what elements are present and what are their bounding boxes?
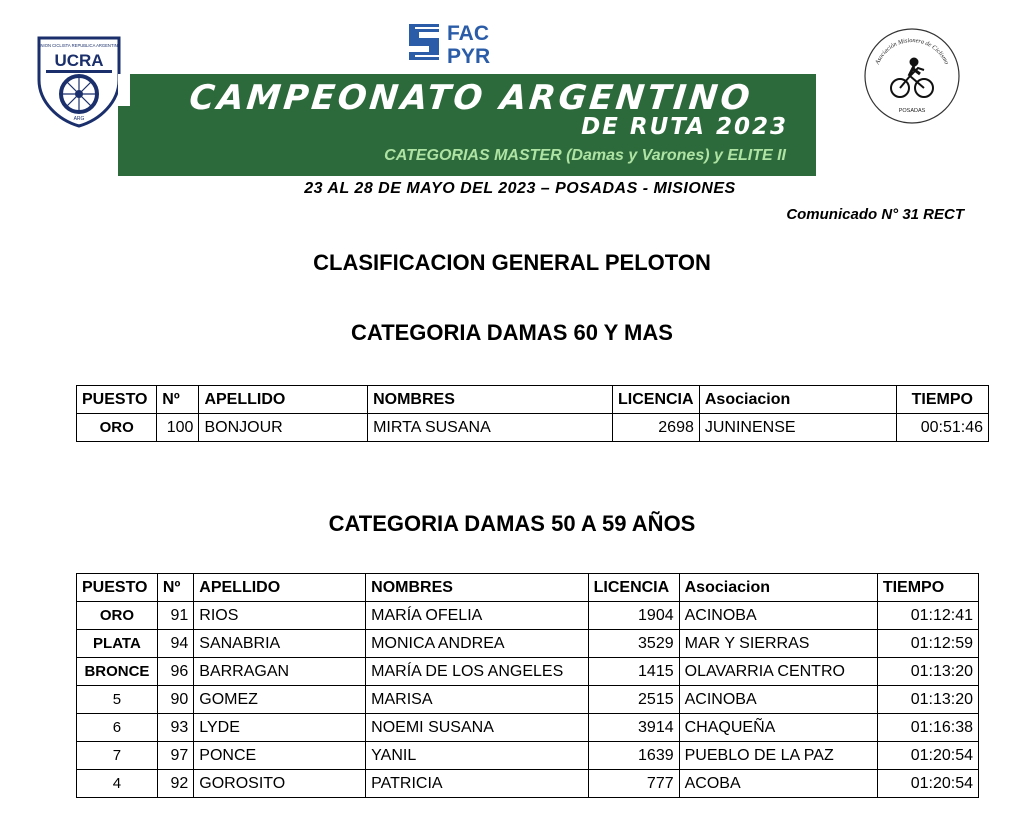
cell-nombres: NOEMI SUSANA [366, 714, 588, 742]
col-header-puesto: PUESTO [77, 574, 158, 602]
club-ring-text: Asociación Misionera de Ciclismo [873, 36, 951, 66]
pyr-text: PYR [447, 45, 491, 66]
cell-puesto: BRONCE [77, 658, 158, 686]
event-banner [118, 74, 816, 176]
cell-licencia: 2515 [588, 686, 679, 714]
cell-numero: 92 [157, 770, 193, 798]
results-table-damas-60 [76, 385, 989, 442]
fac-pyr-logo [405, 18, 530, 66]
col-header-nombres: NOMBRES [366, 574, 588, 602]
cell-puesto: 4 [77, 770, 158, 798]
table-row [77, 602, 979, 630]
category-title-damas-50-59: CATEGORIA DAMAS 50 A 59 AÑOS [328, 511, 696, 536]
cell-asociacion: OLAVARRIA CENTRO [679, 658, 877, 686]
cell-asociacion: PUEBLO DE LA PAZ [679, 742, 877, 770]
cell-puesto: PLATA [77, 630, 158, 658]
banner-categories: CATEGORIAS MASTER (Damas y Varones) y ELITE II [384, 147, 786, 164]
cell-tiempo: 01:13:20 [877, 658, 978, 686]
table-row [77, 686, 979, 714]
cell-licencia: 1639 [588, 742, 679, 770]
col-header-numero: Nº [157, 386, 199, 414]
cell-apellido: SANABRIA [194, 630, 366, 658]
ucra-logo [36, 36, 122, 128]
table-header-row [77, 386, 989, 414]
fac-text: FAC [447, 22, 489, 45]
cell-asociacion: ACINOBA [679, 602, 877, 630]
col-header-licencia: LICENCIA [588, 574, 679, 602]
cell-asociacion: ACOBA [679, 770, 877, 798]
cell-tiempo: 01:20:54 [877, 770, 978, 798]
col-header-tiempo: TIEMPO [896, 386, 988, 414]
cell-licencia: 2698 [613, 414, 700, 442]
cell-puesto: ORO [77, 414, 157, 442]
cell-nombres: MARISA [366, 686, 588, 714]
cell-tiempo: 00:51:46 [896, 414, 988, 442]
cell-puesto: 5 [77, 686, 158, 714]
cell-nombres: MARÍA DE LOS ANGELES [366, 658, 588, 686]
col-header-tiempo: TIEMPO [877, 574, 978, 602]
cell-asociacion: MAR Y SIERRAS [679, 630, 877, 658]
cell-asociacion: ACINOBA [679, 686, 877, 714]
cell-nombres: YANIL [366, 742, 588, 770]
cell-licencia: 777 [588, 770, 679, 798]
cell-nombres: MARÍA OFELIA [366, 602, 588, 630]
cell-nombres: MONICA ANDREA [366, 630, 588, 658]
table-row [77, 414, 989, 442]
cell-tiempo: 01:12:59 [877, 630, 978, 658]
cell-numero: 91 [157, 602, 193, 630]
cell-nombres: MIRTA SUSANA [368, 414, 613, 442]
table-row [77, 714, 979, 742]
cell-asociacion: JUNINENSE [699, 414, 896, 442]
col-header-puesto: PUESTO [77, 386, 157, 414]
cell-numero: 97 [157, 742, 193, 770]
cell-apellido: GOMEZ [194, 686, 366, 714]
col-header-asociacion: Asociacion [699, 386, 896, 414]
category-title-damas-60: CATEGORIA DAMAS 60 Y MAS [351, 320, 673, 345]
cell-puesto: 7 [77, 742, 158, 770]
table-row [77, 770, 979, 798]
col-header-asociacion: Asociacion [679, 574, 877, 602]
cell-apellido: BONJOUR [199, 414, 368, 442]
col-header-apellido: APELLIDO [194, 574, 366, 602]
page-title: CLASIFICACION GENERAL PELOTON [313, 250, 711, 275]
ucra-bottom-text: ARG [73, 116, 85, 122]
event-dates: 23 AL 28 DE MAYO DEL 2023 – POSADAS - MISIONES [304, 180, 736, 197]
cell-numero: 93 [157, 714, 193, 742]
ucra-top-text: UNION CICLISTA REPUBLICA ARGENTINA [37, 43, 121, 48]
cell-asociacion: CHAQUEÑA [679, 714, 877, 742]
comunicado-number: Comunicado N° 31 RECT [786, 206, 964, 223]
cell-numero: 90 [157, 686, 193, 714]
cell-numero: 96 [157, 658, 193, 686]
cell-tiempo: 01:12:41 [877, 602, 978, 630]
cell-puesto: 6 [77, 714, 158, 742]
banner-subtitle: DE RUTA 2023 [581, 114, 788, 140]
cell-apellido: PONCE [194, 742, 366, 770]
cell-licencia: 1415 [588, 658, 679, 686]
results-table-damas-50-59 [76, 573, 979, 798]
cell-licencia: 3914 [588, 714, 679, 742]
col-header-apellido: APELLIDO [199, 386, 368, 414]
col-header-nombres: NOMBRES [368, 386, 613, 414]
cell-numero: 100 [157, 414, 199, 442]
asociacion-misionera-logo [862, 26, 962, 126]
cell-licencia: 1904 [588, 602, 679, 630]
cell-numero: 94 [157, 630, 193, 658]
col-header-numero: Nº [157, 574, 193, 602]
table-row [77, 658, 979, 686]
table-header-row [77, 574, 979, 602]
club-bottom-text: POSADAS [898, 108, 926, 114]
cell-apellido: GOROSITO [194, 770, 366, 798]
cell-tiempo: 01:20:54 [877, 742, 978, 770]
banner-notch [118, 74, 130, 106]
banner-title: CAMPEONATO ARGENTINO [187, 78, 755, 118]
cell-apellido: BARRAGAN [194, 658, 366, 686]
cell-licencia: 3529 [588, 630, 679, 658]
cell-nombres: PATRICIA [366, 770, 588, 798]
col-header-licencia: LICENCIA [613, 386, 700, 414]
ucra-letters: UCRA [54, 51, 104, 70]
cell-apellido: LYDE [194, 714, 366, 742]
cell-tiempo: 01:16:38 [877, 714, 978, 742]
table-row [77, 742, 979, 770]
cell-tiempo: 01:13:20 [877, 686, 978, 714]
cell-apellido: RIOS [194, 602, 366, 630]
cell-puesto: ORO [77, 602, 158, 630]
table-row [77, 630, 979, 658]
